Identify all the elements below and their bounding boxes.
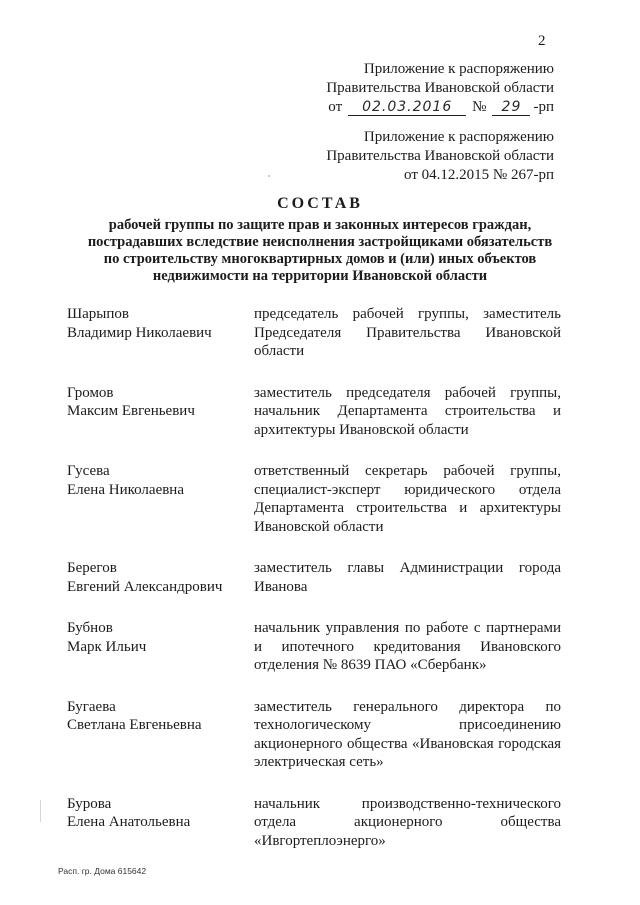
member-role: заместитель генерального директора по технологическому присоединению акционерного общества «Ивановская городская электрическая сеть» [254, 698, 561, 770]
member-name [67, 698, 254, 772]
member-given-name: Максим Евгеньевич [67, 403, 195, 419]
member-entry [67, 384, 562, 440]
member-role: начальник управления по работе с партнерами и ипотечного кредитования Ивановского отделения № 8639 ПАО «Сбербанк» [254, 620, 561, 673]
subtitle-line-3: по строительству многоквартирных домов и (или) иных объектов [103, 251, 537, 267]
member-name [67, 384, 254, 440]
footer-note: Расп. гр. Дома 615642 [58, 866, 147, 876]
member-role: начальник производственно-технического отдела акционерного общества «Ивгортеплоэнерго» [254, 795, 561, 849]
document-title: СОСТАВ [277, 195, 363, 212]
member-given-name: Елена Анатольевна [67, 814, 191, 830]
header2-line-3: от 04.12.2015 № 267-рп [404, 167, 554, 183]
subtitle-line-4: недвижимости на территории Ивановской области [152, 268, 488, 284]
member-given-name: Светлана Евгеньевна [67, 717, 202, 733]
header-line-1: Приложение к распоряжению [363, 61, 554, 77]
member-role: председатель рабочей группы, заместитель Председателя Правительства Ивановской области [254, 306, 561, 359]
member-name [67, 795, 254, 851]
header2-line-1: Приложение к распоряжению [363, 129, 554, 145]
member-entry [67, 559, 562, 596]
handwritten-date: 02.03.2016 [348, 100, 466, 116]
member-given-name: Евгений Александрович [67, 578, 223, 595]
member-entry [67, 619, 562, 675]
member-entry [67, 698, 562, 772]
member-entry [67, 462, 562, 536]
member-role: ответственный секретарь рабочей группы, специалист-эксперт юридического отдела Департамента строительства и архитектуры Ивановской области [254, 463, 561, 535]
header-line-2: Правительства Ивановской области [326, 80, 554, 96]
member-given-name: Марк Ильич [67, 638, 147, 655]
number-sign: № [472, 99, 487, 115]
document-title-block [56, 194, 584, 285]
member-role: заместитель главы Администрации города Иванова [254, 560, 561, 595]
members-list [67, 305, 562, 873]
order-date-number-line [326, 98, 554, 117]
member-entry [67, 305, 562, 361]
scan-artifact-line [40, 800, 41, 822]
member-surname: Бубнов [67, 620, 113, 636]
from-prefix: от [328, 99, 343, 115]
member-name [67, 559, 254, 596]
member-surname: Громов [67, 384, 114, 401]
member-name [67, 462, 254, 536]
member-name [67, 619, 254, 675]
page-number: 2 [538, 33, 546, 49]
scan-artifact-dot [268, 175, 270, 177]
member-surname: Гусева [67, 463, 110, 479]
order-suffix: -рп [533, 99, 554, 115]
handwritten-number: 29 [492, 100, 530, 116]
member-surname: Бурова [67, 795, 112, 812]
member-surname: Бугаева [67, 698, 116, 715]
header2-line-2: Правительства Ивановской области [326, 148, 554, 164]
member-surname: Берегов [67, 560, 117, 576]
member-given-name: Елена Николаевна [67, 481, 184, 498]
subtitle-line-2: пострадавших вследствие неисполнения застройщиками обязательств [87, 234, 553, 250]
member-given-name: Владимир Николаевич [67, 324, 212, 341]
member-entry [67, 795, 562, 851]
member-name [67, 305, 254, 361]
approval-header [326, 60, 554, 117]
original-appendix-header [326, 128, 554, 185]
subtitle-line-1: рабочей группы по защите прав и законных интересов граждан, [108, 217, 532, 233]
member-role: заместитель председателя рабочей группы, начальник Департамента строительства и архитектуры Ивановской области [254, 384, 561, 438]
member-surname: Шарыпов [67, 306, 129, 322]
document-subtitle [56, 217, 584, 285]
